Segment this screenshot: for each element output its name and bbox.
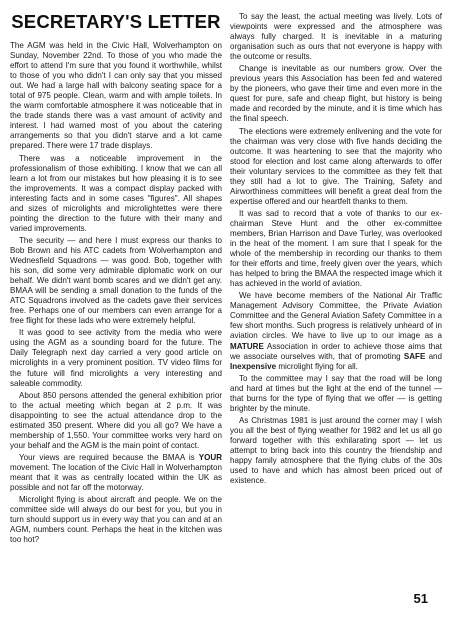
emphasis-safe: SAFE: [403, 351, 426, 361]
paragraph: The AGM was held in the Civic Hall, Wolverhampton on Sunday, November 22nd. To those of you who made the effort to attend I'm sure that you found it worthwhile, whilst to those of you who didn't I can only say that you missed out. We had a large hall with balcony seating space for a total of 975 people. Clean, warm and with ample toilets. In the warm comfortable atmosphere it was noticeable that in the trade stands there was a vast amount of activity and interest. I had warned most of you about the catering arrangements so that you didn't starve and a lot came prepared. There were 17 trade displays.: [10, 41, 222, 151]
paragraph: To say the least, the actual meeting was lively. Lots of viewpoints were expressed and the atmosphere was always fully charged. It is inevitable in a maturing organisation such as ours that not everyone is happy with the outcome or results.: [230, 12, 442, 62]
text-run: microlight flying for all.: [276, 361, 358, 371]
paragraph: The security — and here I must express our thanks to Bob Brown and his ATC cadets from Wolverhampton and Wednesfield Squadrons — was good. Bob, together with his son, did some very admirable diplomatic work on our behalf. We didn't want bomb scares and we didn't get any. BMAA will be sending a small donation to the funds of the ATC Squadrons involved as the cadets gave their services free. Perhaps one of our members can even arrange for a free flight for these lads who were extremely helpful.: [10, 235, 222, 326]
paragraph: It was good to see activity from the media who were using the AGM as a sounding board for the future. The Daily Telegraph next day carried a very good article on microlights in a very prominent position. TV video films for the future will find microlights a very interesting and saleable commodity.: [10, 328, 222, 388]
paragraph: The elections were extremely enlivening and the vote for the chairman was very close with five hands deciding the outcome. It was heartening to see that the majority who stood for election and lost came along afterwards to offer their voluntary services to the committee as they felt that they still had a lot to give. The Training, Safety and Airworthiness committees will benefit a great deal from the expertise offered and our heartfelt thanks to them.: [230, 126, 442, 206]
emphasis-your: YOUR: [198, 452, 222, 462]
paragraph: As Christmas 1981 is just around the corner may I wish you all the best of flying weather for 1982 and let us all go forward together with this exhilarating sport — let us attempt to bring back into this country the friendship and happy family atmosphere that the flying clubs of the 30s used to have and which has almost been priced out of existence.: [230, 415, 442, 486]
article-title: SECRETARY'S LETTER: [11, 11, 221, 32]
text-run: We have become members of the National Air Traffic Management Advisory Committee, the Private Aviation Committee and the General Aviation Safety Committee in a few short months. Such progress is relatively unheard of in aviation circles. We have to live up to our image as a: [230, 291, 442, 341]
left-column: [10, 12, 222, 547]
paragraph: It was sad to record that a vote of thanks to our ex-chairman Steve Hunt and the other ex-committee members, Brian Harrison and Dave Turley, was overlooked in the heat of the moment. I am sure that I speak for the whole of the membership in recording our thanks to them for their efforts and time, freely given over the years, which has helped to bring the BMAA the respected image which it has achieved in the world of aviation.: [230, 208, 442, 289]
text-run: Your views are required because the BMAA is: [19, 452, 199, 462]
emphasis-inexpensive: Inexpensive: [230, 361, 277, 371]
text-run: movement. The location of the Civic Hall in Wolverhampton meant that it was as centrally located within the UK as possible and not far off the motorway.: [10, 462, 222, 493]
paragraph: Microlight flying is about aircraft and people. We on the committee side will always do our best for you, but you in turn should support us in every way that you can and at an AGM, numbers count. Perhaps the heat in the kitchen was too hot?: [10, 495, 222, 545]
right-column: [230, 12, 442, 488]
paragraph: [230, 291, 442, 371]
text-run: Association in order to achieve those aims that we associate ourselves with, that of promoting: [230, 341, 442, 361]
paragraph: About 850 persons attended the general exhibition prior to the actual meeting which began at 2 p.m. It was disappointing to see the actual attendance drop to the estimated 350 present. Where did you all go? We have a membership of 1,550. Your committee works very hard on your behalf and the AGM is the main point of contact.: [10, 390, 222, 450]
paragraph: [10, 453, 222, 493]
emphasis-mature: MATURE: [230, 341, 264, 351]
paragraph: There was a noticeable improvement in the professionalism of those exhibiting. I know that we can all learn a lot from our mistakes but how pleasing it is to see the improvements. It was a compact display packed with interesting facts and in some cases "figures". All shapes and sizes of microlights and microlightettes were there pointing the direction to the future with their many and varied improvements.: [10, 153, 222, 233]
paragraph: To the committee may I say that the road will be long and hard at times but the light at the end of the tunnel — that burns for the type of flying that we offer — is getting brighter by the minute.: [230, 373, 442, 413]
page-number: 51: [413, 591, 428, 606]
paragraph: Change is inevitable as our numbers grow. Over the previous years this Association has been fed and watered by the pioneers, who gave their time and even more in the quest for pure, safe and cheap flight, but history is being made and recorded by the minute, and it is time which has the final speech.: [230, 64, 442, 124]
text-run: and: [425, 351, 442, 361]
